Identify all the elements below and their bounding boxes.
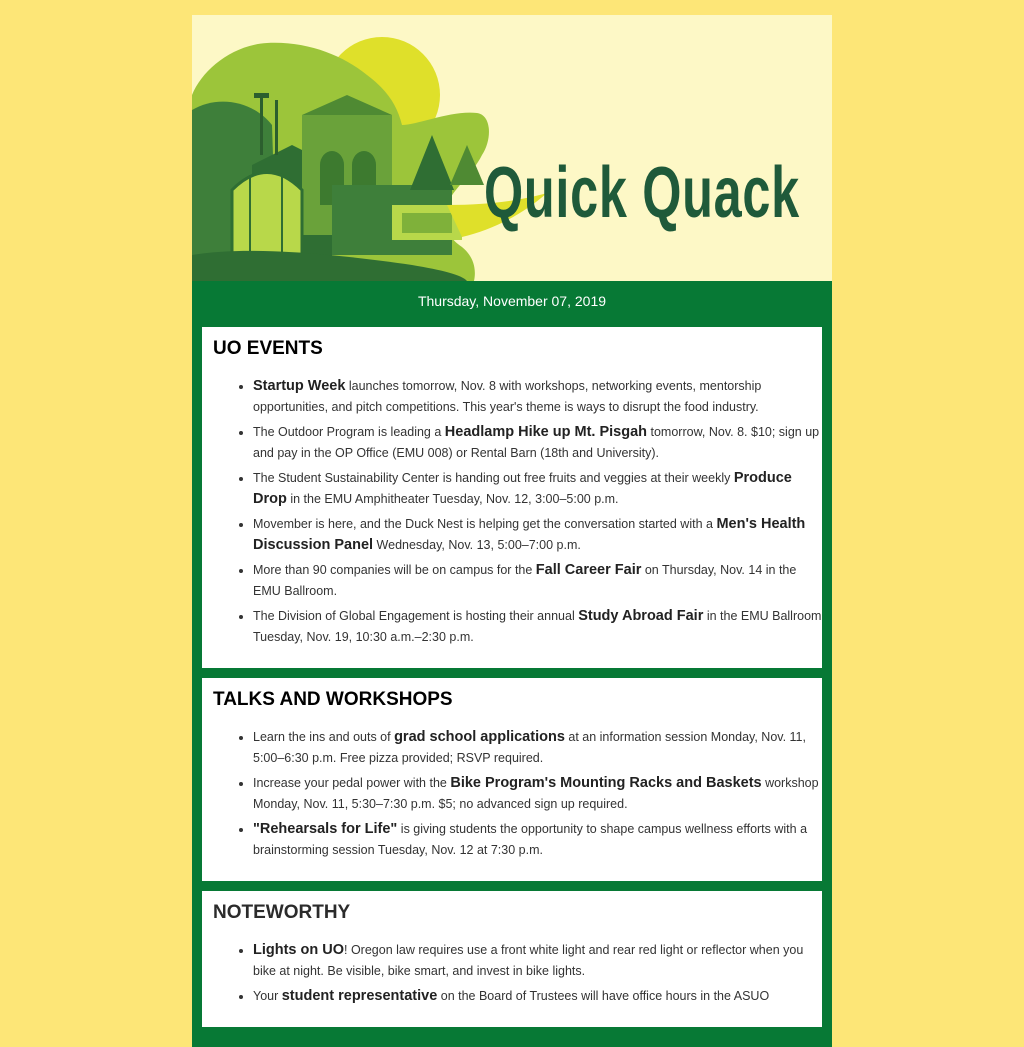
item-link[interactable]: Startup Week [253, 378, 346, 394]
item-link[interactable]: grad school applications [394, 729, 565, 745]
item-link[interactable]: "Rehearsals for Life" [253, 821, 398, 837]
item-link[interactable]: Fall Career Fair [535, 562, 642, 578]
content-frame [192, 281, 832, 1047]
section-uo-events [202, 327, 822, 668]
event-list [213, 376, 822, 648]
header-banner [192, 15, 832, 281]
list-item: • Movember is here, and the Duck Nest is helping get the conversation started with a Men's Health Discussion Panel Wednesday, Nov. 13, 5:00–7:00 p.m. [253, 514, 822, 556]
list-item: • Increase your pedal power with the Bike Program's Mounting Racks and Baskets workshop Monday, Nov. 11, 5:30–7:30 p.m. $5; no advanced sign up required. [253, 773, 822, 815]
list-item: • Lights on UO! Oregon law requires use a front white light and rear red light or reflector when you bike at night. Be visible, bike smart, and invest in bike lights. [253, 940, 822, 982]
list-item: • "Rehearsals for Life" is giving students the opportunity to shape campus wellness efforts with a brainstorming session Tuesday, Nov. 12 at 7:30 p.m. [253, 819, 822, 861]
newsletter-email [192, 15, 832, 1047]
list-item: • More than 90 companies will be on campus for the Fall Career Fair on Thursday, Nov. 14 in the EMU Ballroom. [253, 560, 822, 602]
list-item: • Startup Week launches tomorrow, Nov. 8 with workshops, networking events, mentorship opportunities, and pitch competitions. This year's theme is ways to disrupt the food industry. [253, 376, 822, 418]
masthead-title: Quick Quack [484, 153, 800, 233]
list-item: • Your student representative on the Board of Trustees will have office hours in the ASUO [253, 986, 822, 1007]
list-item: • The Division of Global Engagement is hosting their annual Study Abroad Fair in the EMU Ballroom Tuesday, Nov. 19, 10:30 a.m.–2:30 p.m. [253, 606, 822, 648]
item-link[interactable]: Men's Health Discussion Panel [253, 516, 806, 553]
item-link[interactable]: Bike Program's Mounting Racks and Baskets [450, 775, 762, 791]
item-link[interactable]: Headlamp Hike up Mt. Pisgah [444, 424, 648, 440]
list-item: • Learn the ins and outs of grad school applications at an information session Monday, Nov. 11, 5:00–6:30 p.m. Free pizza provided; RSVP required. [253, 727, 822, 769]
list-item: • The Outdoor Program is leading a Headlamp Hike up Mt. Pisgah tomorrow, Nov. 8. $10; sign up and pay in the OP Office (EMU 008) or Rental Barn (18th and University). [253, 422, 822, 464]
section-noteworthy [202, 891, 822, 1027]
duck-campus-illustration [192, 15, 832, 281]
item-link[interactable]: student representative [281, 988, 438, 1004]
item-link[interactable]: Lights on UO [253, 942, 345, 958]
list-item: • The Student Sustainability Center is handing out free fruits and veggies at their weekly Produce Drop in the EMU Amphitheater Tuesday, Nov. 12, 3:00–5:00 p.m. [253, 468, 822, 510]
section-talks-workshops [202, 678, 822, 881]
section-title: UO EVENTS [213, 338, 323, 359]
event-list [213, 940, 822, 1007]
event-list [213, 727, 822, 861]
section-title: NOTEWORTHY [213, 902, 351, 923]
item-link[interactable]: Produce Drop [253, 470, 792, 507]
section-title: TALKS AND WORKSHOPS [213, 689, 453, 710]
issue-date: Thursday, November 07, 2019 [417, 293, 607, 309]
item-link[interactable]: Study Abroad Fair [578, 608, 704, 624]
